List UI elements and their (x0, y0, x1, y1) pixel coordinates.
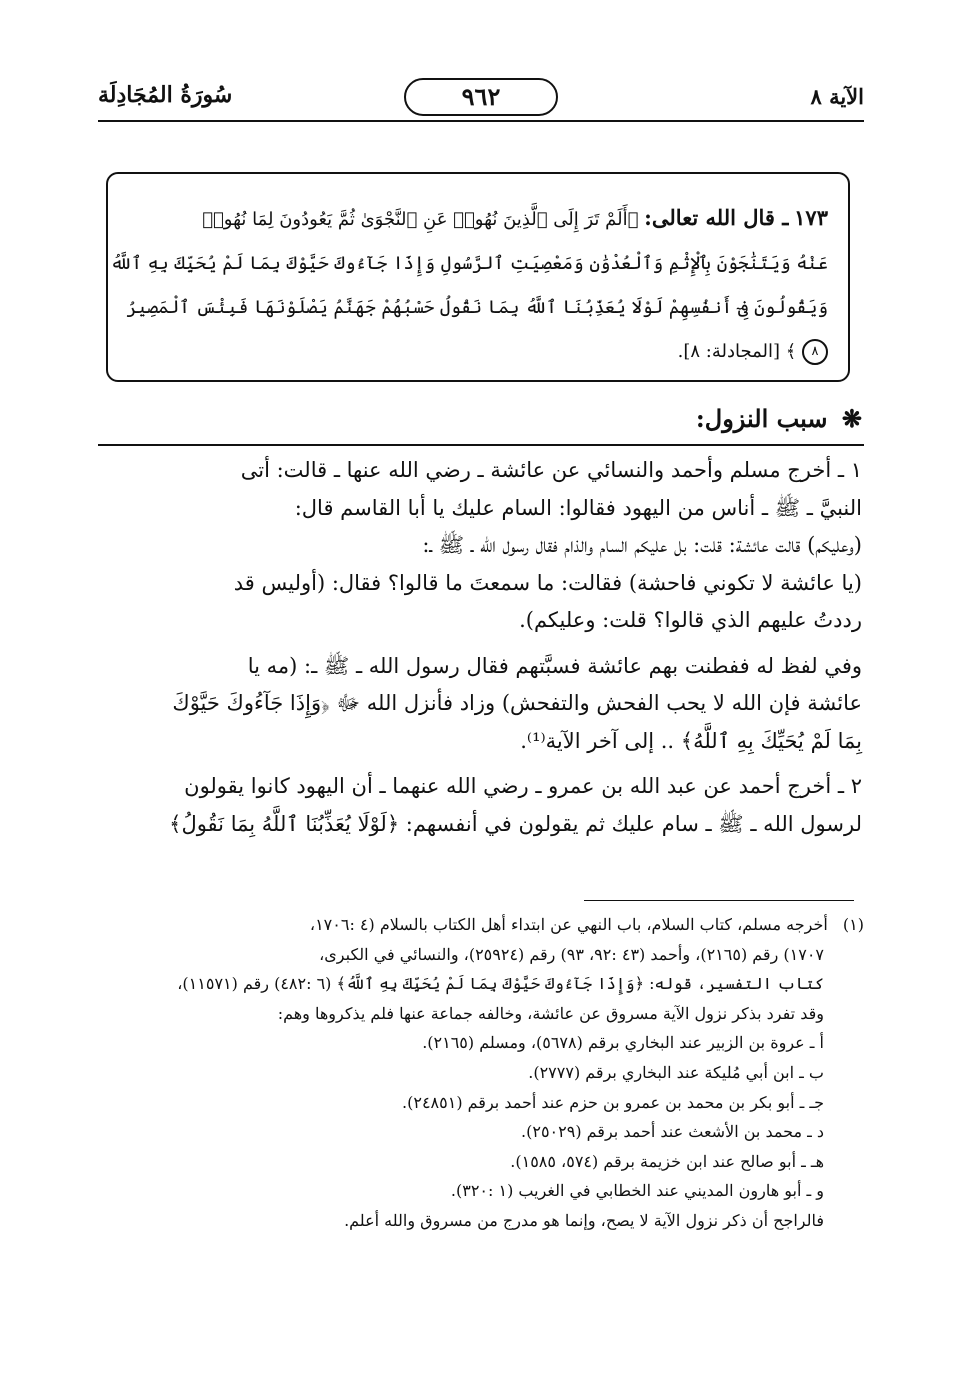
star-icon: ❋ (841, 404, 862, 433)
body-line: (يا عائشة لا تكوني فاحشة) فقالت: ما سمعتَ ما قالوا؟ فقال: (أوليس قد (233, 570, 862, 595)
footnote-line: وقد تفرد بذكر نزول الآية مسروق عن عائشة، وخالفه جماعة عنها فلم يذكروها وهم: (277, 1003, 824, 1023)
body-line: عائشة فإن الله لا يحب الفحش والتفحش) وزاد فأنزل الله ﷻ ﴿وَإِذَا جَآءُوكَ حَيَّوْكَ (172, 691, 862, 715)
body-line: ١ ـ أخرج مسلم وأحمد والنسائي عن عائشة ـ رضي الله عنها ـ قالت: أتى (240, 458, 862, 482)
body-line: وفي لفظ له ففطنت بهم عائشة فسبَّتهم فقال رسول الله ـ ﷺ ـ: (مه يا (247, 653, 862, 678)
section-divider (98, 444, 864, 446)
verse-line: وَيَقُولُونَ فِىٓ أَنفُسِهِمْ لَوْلَا يُعَذِّبُنَا ٱللَّهُ بِمَا نَقُولُ حَسْبُهُمْ جَهَنَّمُ يَصْلَوْنَهَا فَبِئْسَ ٱلْمَصِيرُ (126, 297, 828, 318)
body-line: رددتُ عليهم الذي قالوا؟ قلت: وعليكم). (519, 608, 862, 632)
verse-reference: ﴾ [المجادلة: ٨]. (677, 341, 797, 362)
ayah-marker-icon: ٨ (802, 339, 828, 365)
section-heading (696, 404, 862, 433)
verse-line: عَنْهُ وَيَتَنَٰجَوْنَ بِٱلْإِثْمِ وَٱلْعُدْوَٰنِ وَمَعْصِيَتِ ٱلرَّسُولِ وَإِذَا جَآءُوكَ حَيَّوْكَ بِمَا لَمْ يُحَيِّكَ بِهِ ٱللَّهُ (110, 253, 828, 274)
verse-line (128, 330, 828, 374)
footnote-line: فالراجح أن ذكر نزول الآية لا يصح، وإنما هو مدرج من مسروق والله أعلم. (344, 1210, 824, 1230)
verse-text: ﴿أَلَمْ تَرَ إِلَى ٱلَّذِينَ نُهُوا۟ عَنِ ٱلنَّجْوَىٰ ثُمَّ يَعُودُونَ لِمَا نُهُوا۟ (202, 209, 639, 230)
footnote-line: ب ـ ابن أبي مُليكة عند البخاري برقم (٢٧٧٧). (528, 1062, 824, 1082)
page-number: ٩٦٢ (404, 78, 558, 116)
verse-intro: ـ قال الله تعالى: (644, 205, 789, 230)
body-line: لرسول الله ـ ﷺ ـ سام عليك ثم يقولون في أنفسهم: ﴿لَوْلَا يُعَذِّبُنَا ٱللَّهُ بِمَا نَقُولُ﴾ (169, 811, 862, 836)
footnote-line: هـ ـ أبو صالح عند ابن خزيمة برقم (٥٧٤، ١٥٨٥). (510, 1151, 824, 1171)
surah-title: سُورَةُ المُجَادِلَة (98, 82, 233, 108)
page-header (98, 80, 864, 124)
body-line: النبيَّ ـ ﷺ ـ أناس من اليهود فقالوا: السام عليك يا أبا القاسم قال: (294, 495, 862, 520)
footnote-line: أ ـ عروة بن الزبير عند البخاري برقم (٥٦٧٨)، ومسلم (٢١٦٥). (422, 1033, 824, 1053)
body-text (104, 452, 862, 843)
body-line: (وعليكم) قالت عائشة: قلت: بل عليكم السام والذام فقال رسول الله ـ ﷺ ـ: (422, 533, 862, 557)
footnote-divider (584, 900, 854, 901)
verse-box (106, 172, 850, 382)
footnote-marker: (١) (842, 915, 864, 934)
footnote-text: أخرجه مسلم، كتاب السلام، باب النهي عن ابتداء أهل الكتاب بالسلام (٤ :١٧٠٦، (309, 915, 828, 934)
body-line: ٢ ـ أخرج أحمد عن عبد الله بن عمرو ـ رضي الله عنهما ـ أن اليهود كانوا يقولون (184, 774, 862, 798)
footnote-line: كتاب التفسير، قوله: ﴿وَإِذَا جَآءُوكَ حَيَّوْكَ بِمَا لَمْ يُحَيِّكَ بِهِ ٱللَّهُ﴾ (٦ :٤٨٢) رقم (١١٥٧١)، (177, 974, 824, 994)
footnote-line (104, 910, 864, 940)
footnote-line: د ـ محمد بن الأشعث عند أحمد برقم (٢٥٠٢٩). (521, 1122, 824, 1142)
footnote-line: ١٧٠٧) رقم (٢١٦٥)، وأحمد (٤٣ :٩٢، ٩٣) رقم (٢٥٩٢٤)، والنسائي في الكبرى، (319, 944, 824, 964)
verse-line (128, 196, 828, 242)
header-divider (98, 120, 864, 122)
footnote-line: جـ ـ أبو بكر بن محمد بن عمرو بن حزم عند أحمد برقم (٢٤٨٥١). (402, 1092, 824, 1112)
footnote-line: و ـ أبو هارون المديني عند الخطابي في الغريب (١ :٣٢٠). (450, 1181, 824, 1201)
aya-label: الآية ٨ (810, 84, 864, 109)
verse-number: ١٧٣ (794, 205, 828, 230)
footnote (104, 910, 864, 1236)
body-line: بِمَا لَمْ يُحَيِّكَ بِهِ ٱللَّهُ﴾ .. إلى آخر الآية⁽¹⁾. (520, 728, 862, 753)
section-title: سبب النزول: (695, 404, 828, 433)
